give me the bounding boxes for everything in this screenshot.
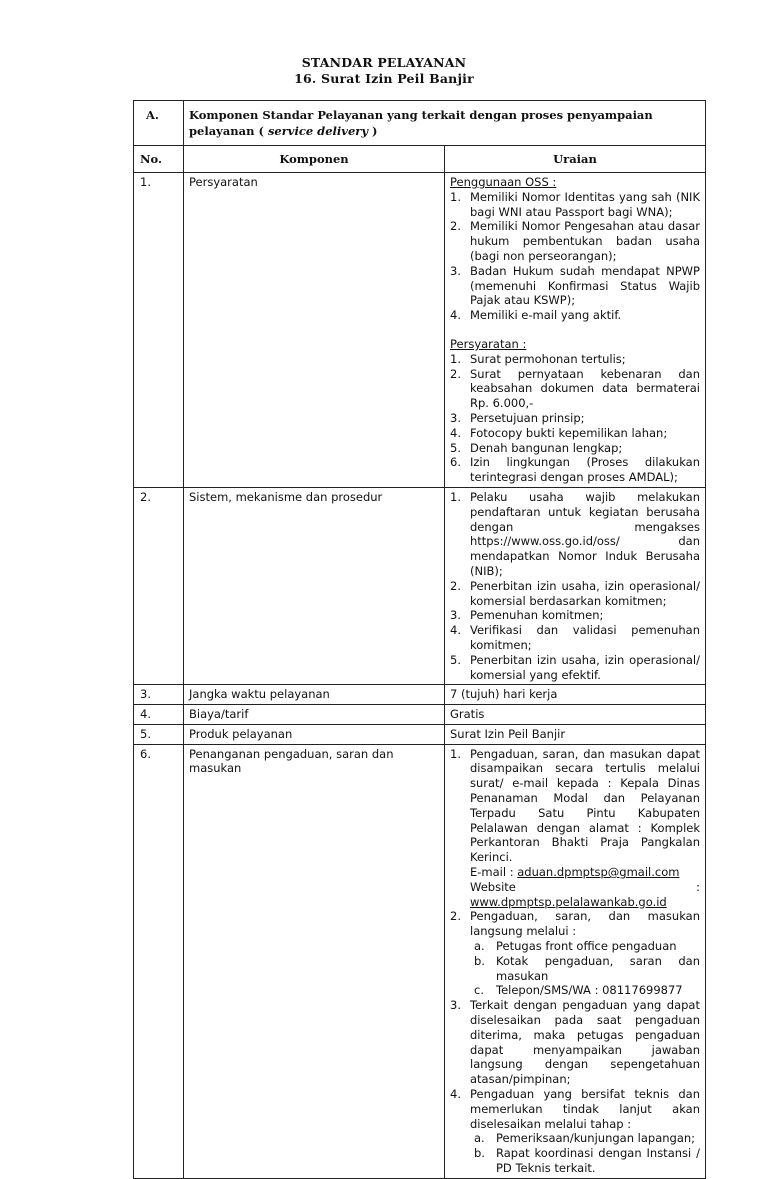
item-number: 1. xyxy=(450,489,461,504)
oss-list xyxy=(450,190,700,323)
row-uraian xyxy=(445,744,706,1178)
list-item xyxy=(450,441,700,456)
section-title-text-2: ) xyxy=(368,124,378,138)
column-header-row xyxy=(134,146,706,173)
item-number: 2. xyxy=(450,366,461,381)
item-text: Pelaku usaha wajib melakukan pendaftaran untuk kegiatan berusaha dengan mengakses https://www.oss.go.id/oss/ dan mendapatkan Nomor Induk Berusaha (NIB); xyxy=(470,489,700,578)
row-komponen: Biaya/tarif xyxy=(184,705,445,725)
table-row xyxy=(134,744,706,1178)
list-item xyxy=(450,579,700,609)
row-number: 3. xyxy=(134,685,184,705)
list-item xyxy=(450,747,700,910)
list-item xyxy=(450,909,700,998)
list-item xyxy=(450,998,700,1087)
item-number: 5. xyxy=(450,652,461,667)
item-text: Badan Hukum sudah mendapat NPWP (memenuhi Konfirmasi Status Wajib Pajak atau KSWP); xyxy=(470,263,700,308)
item-number: 5. xyxy=(450,440,461,455)
requirements-list xyxy=(450,352,700,485)
item-text: Denah bangunan lengkap; xyxy=(470,440,623,455)
email-link[interactable]: aduan.dpmptsp@gmail.com xyxy=(517,865,680,880)
item-number: 4. xyxy=(450,623,461,638)
sub-list-item xyxy=(474,939,700,954)
row-komponen: Produk pelayanan xyxy=(184,724,445,744)
row-komponen: Penanganan pengaduan, saran dan masukan xyxy=(184,744,445,1178)
list-item xyxy=(450,411,700,426)
list-item xyxy=(450,219,700,263)
item-text: Izin lingkungan (Proses dilakukan terintegrasi dengan proses AMDAL); xyxy=(470,455,700,485)
section-title-text-1: Komponen Standar Pelayanan yang terkait dengan proses penyampaian pelayanan ( xyxy=(189,108,653,138)
list-item xyxy=(450,490,700,579)
item-text: Memiliki Nomor Identitas yang sah (NIK bagi WNI atau Passport bagi WNA); xyxy=(470,189,700,219)
section-header-row xyxy=(134,101,706,146)
item-number: 3. xyxy=(450,410,461,425)
item-text: Persetujuan prinsip; xyxy=(470,410,585,425)
table-row xyxy=(134,487,706,684)
item-letter: a. xyxy=(474,1131,485,1146)
item-letter: c. xyxy=(474,983,484,998)
item-number: 4. xyxy=(450,425,461,440)
table-row xyxy=(134,173,706,488)
section-title xyxy=(184,101,706,146)
row-komponen: Persyaratan xyxy=(184,173,445,488)
sub-list-item xyxy=(474,983,700,998)
item-number: 1. xyxy=(450,351,461,366)
item-text: Penerbitan izin usaha, izin operasional/ komersial yang efektif. xyxy=(470,652,700,682)
sub-list-item xyxy=(474,954,700,984)
item-letter: a. xyxy=(474,939,485,954)
item-text: Pemenuhan komitmen; xyxy=(470,608,604,623)
item-number: 2. xyxy=(450,219,461,234)
item-text: Surat pernyataan kebenaran dan keabsahan dokumen data bermaterai Rp. 6.000,- xyxy=(470,366,700,411)
row-number: 6. xyxy=(134,744,184,1178)
row-uraian: Surat Izin Peil Banjir xyxy=(445,724,706,744)
row-uraian xyxy=(445,173,706,488)
row-number: 2. xyxy=(134,487,184,684)
item-text: Memiliki Nomor Pengesahan atau dasar hukum pembentukan badan usaha (bagi non perseorangan); xyxy=(470,219,700,263)
item-letter: b. xyxy=(474,1146,485,1161)
item-text: Pengaduan, saran, dan masukan dapat disampaikan secara tertulis melalui surat/ e-mail kepada : Kepala Dinas Penanaman Modal dan Pelayanan Terpadu Satu Pintu Kabupaten Pelalawan dengan alamat : Komplek Perkantoran Bhakti Praja Pangkalan Kerinci. xyxy=(470,746,700,865)
item-text: Pemeriksaan/kunjungan lapangan; xyxy=(496,1131,696,1146)
item-number: 4. xyxy=(450,308,461,323)
item-text: Penerbitan izin usaha, izin operasional/ komersial berdasarkan komitmen; xyxy=(470,578,700,608)
section-letter: A. xyxy=(134,101,184,146)
item-text: Pengaduan, saran, dan masukan langsung melalui : xyxy=(470,909,700,939)
row-uraian: Gratis xyxy=(445,705,706,725)
item-number: 3. xyxy=(450,998,461,1013)
item-number: 2. xyxy=(450,909,461,924)
list-item xyxy=(450,308,700,323)
list-item xyxy=(450,367,700,411)
item-text: Petugas front office pengaduan xyxy=(496,939,677,954)
list-item xyxy=(450,264,700,308)
standard-service-table xyxy=(133,100,706,1179)
header-uraian: Uraian xyxy=(445,146,706,173)
item-text: Memiliki e-mail yang aktif. xyxy=(470,308,622,323)
document-subtitle: 16. Surat Izin Peil Banjir xyxy=(294,71,474,86)
item-number: 4. xyxy=(450,1087,461,1102)
item-letter: b. xyxy=(474,953,485,968)
row-number: 5. xyxy=(134,724,184,744)
procedure-list xyxy=(450,490,700,682)
oss-heading: Penggunaan OSS : xyxy=(450,175,557,189)
table-row xyxy=(134,685,706,705)
list-item xyxy=(450,426,700,441)
item-text: Kotak pengaduan, saran dan masukan xyxy=(496,953,700,983)
sub-list xyxy=(474,939,700,998)
list-item xyxy=(450,1087,700,1176)
list-item xyxy=(450,608,700,623)
header-no: No. xyxy=(134,146,184,173)
row-number: 1. xyxy=(134,173,184,488)
item-text: Terkait dengan pengaduan yang dapat diselesaikan pada saat pengaduan diterima, maka petugas pengaduan dapat menyampaikan jawaban langsung dengan sepengetahuan atasan/pimpinan; xyxy=(470,998,700,1087)
sub-list xyxy=(474,1131,700,1175)
item-number: 3. xyxy=(450,608,461,623)
item-text: Rapat koordinasi dengan Instansi / PD Teknis terkait. xyxy=(496,1146,700,1175)
row-komponen: Jangka waktu pelayanan xyxy=(184,685,445,705)
list-item xyxy=(450,455,700,485)
item-number: 1. xyxy=(450,189,461,204)
sub-list-item xyxy=(474,1146,700,1176)
item-text: Surat permohonan tertulis; xyxy=(470,351,626,366)
item-number: 1. xyxy=(450,746,461,761)
row-uraian: 7 (tujuh) hari kerja xyxy=(445,685,706,705)
item-text: Pengaduan yang bersifat teknis dan memerlukan tindak lanjut akan diselesaikan melalui tahap : xyxy=(470,1087,700,1131)
list-item xyxy=(450,352,700,367)
table-row xyxy=(134,724,706,744)
item-text: Telepon/SMS/WA : 08117699877 xyxy=(496,983,683,998)
table-row xyxy=(134,705,706,725)
row-komponen: Sistem, mekanisme dan prosedur xyxy=(184,487,445,684)
sub-list-item xyxy=(474,1131,700,1146)
website-label: Website : xyxy=(470,879,700,894)
header-komponen: Komponen xyxy=(184,146,445,173)
section-title-emphasis: service delivery xyxy=(267,124,368,138)
row-uraian xyxy=(445,487,706,684)
item-text: Fotocopy bukti kepemilikan lahan; xyxy=(470,425,668,440)
list-item xyxy=(450,190,700,220)
item-text: Verifikasi dan validasi pemenuhan komitmen; xyxy=(470,623,700,652)
item-number: 3. xyxy=(450,263,461,278)
row-number: 4. xyxy=(134,705,184,725)
list-item xyxy=(450,623,700,653)
list-item xyxy=(450,653,700,683)
website-link[interactable]: www.dpmptsp.pelalawankab.go.id xyxy=(470,894,667,909)
complaint-list xyxy=(450,747,700,1176)
requirements-heading: Persyaratan : xyxy=(450,336,527,351)
document-title: STANDAR PELAYANAN xyxy=(301,55,467,70)
item-number: 2. xyxy=(450,578,461,593)
email-label: E-mail : xyxy=(470,865,518,880)
item-number: 6. xyxy=(450,455,461,470)
